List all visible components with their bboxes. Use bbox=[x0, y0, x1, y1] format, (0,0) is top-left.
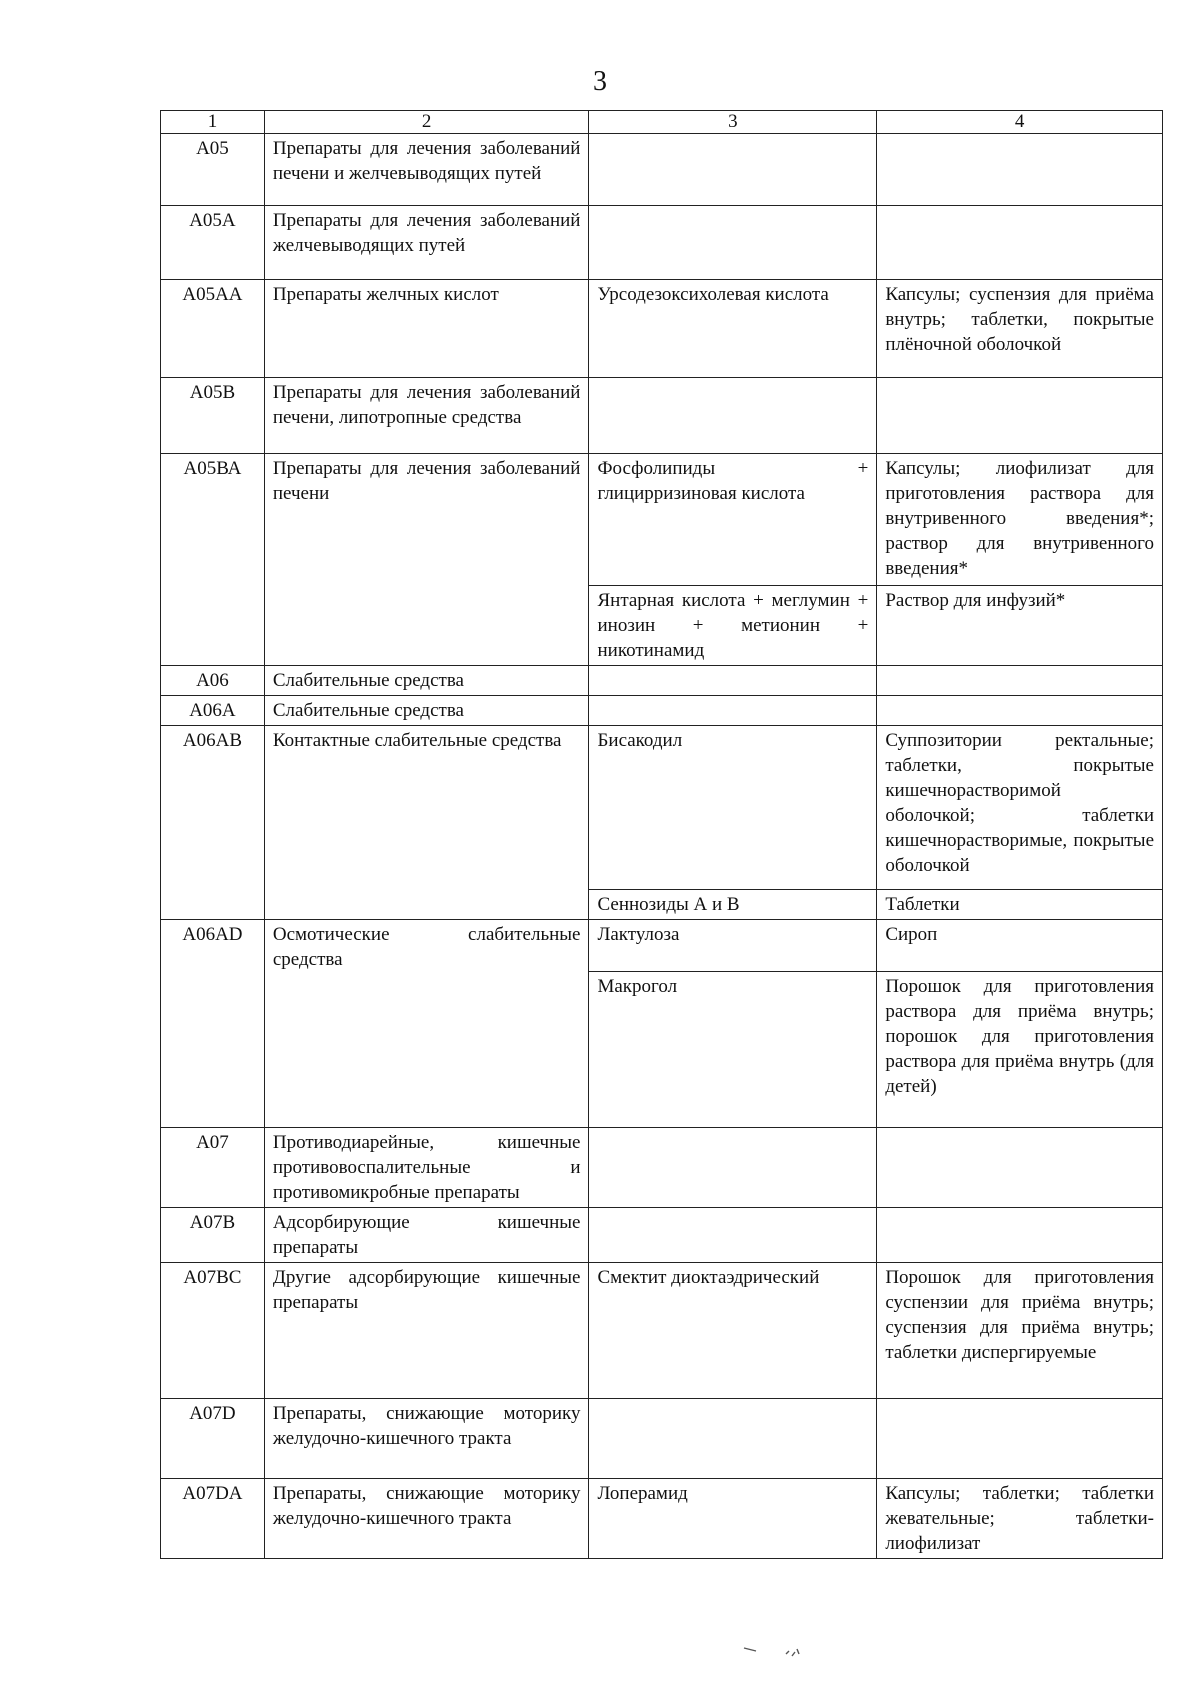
atc-code-cell: А06А bbox=[161, 696, 265, 726]
atc-code-cell: А05АА bbox=[161, 280, 265, 378]
table-row bbox=[161, 1263, 1163, 1399]
table-row bbox=[161, 666, 1163, 696]
dosage-form-cell bbox=[877, 378, 1163, 454]
scan-speck-icon bbox=[742, 1640, 812, 1664]
drug-name-cell: Сеннозиды А и В bbox=[589, 890, 877, 920]
dosage-form-cell bbox=[877, 696, 1163, 726]
atc-code-cell: А07В bbox=[161, 1208, 265, 1263]
atc-code-cell: А07DА bbox=[161, 1479, 265, 1559]
group-name-cell: Слабительные средства bbox=[264, 696, 589, 726]
group-name-cell: Препараты для лечения заболеваний печени bbox=[264, 454, 589, 666]
atc-code-cell: А07ВС bbox=[161, 1263, 265, 1399]
medication-table bbox=[160, 110, 1163, 1559]
table-row bbox=[161, 378, 1163, 454]
drug-name-cell: Смектит диоктаэдрический bbox=[589, 1263, 877, 1399]
group-name-cell: Контактные слабительные средства bbox=[264, 726, 589, 920]
column-header-1: 1 bbox=[161, 111, 265, 134]
dosage-form-cell bbox=[877, 1208, 1163, 1263]
drug-name-cell bbox=[589, 134, 877, 206]
table-row bbox=[161, 1399, 1163, 1479]
drug-name-cell bbox=[589, 666, 877, 696]
header-row bbox=[161, 111, 1163, 134]
group-name-cell: Слабительные средства bbox=[264, 666, 589, 696]
group-name-cell: Адсорбирующие кишечные препараты bbox=[264, 1208, 589, 1263]
page-number: 3 bbox=[593, 66, 607, 97]
drug-name-cell bbox=[589, 1128, 877, 1208]
drug-name-cell bbox=[589, 1399, 877, 1479]
group-name-cell: Препараты, снижающие моторику желудочно-кишечного тракта bbox=[264, 1399, 589, 1479]
atc-code-cell: А05А bbox=[161, 206, 265, 280]
group-name-cell: Препараты, снижающие моторику желудочно-кишечного тракта bbox=[264, 1479, 589, 1559]
drug-name-cell bbox=[589, 378, 877, 454]
drug-name-cell: Урсодезоксихолевая кислота bbox=[589, 280, 877, 378]
group-name-cell: Препараты для лечения заболеваний печени и желчевыводящих путей bbox=[264, 134, 589, 206]
drug-name-cell bbox=[589, 206, 877, 280]
group-name-cell: Препараты для лечения заболеваний желчевыводящих путей bbox=[264, 206, 589, 280]
table-row bbox=[161, 134, 1163, 206]
dosage-form-cell: Раствор для инфузий* bbox=[877, 586, 1163, 666]
table-row bbox=[161, 206, 1163, 280]
drug-name-cell: Лоперамид bbox=[589, 1479, 877, 1559]
column-header-2: 2 bbox=[264, 111, 589, 134]
table-row bbox=[161, 454, 1163, 586]
column-header-3: 3 bbox=[589, 111, 877, 134]
dosage-form-cell bbox=[877, 1128, 1163, 1208]
table-row bbox=[161, 726, 1163, 890]
group-name-cell: Осмотические слабительные средства bbox=[264, 920, 589, 1128]
atc-code-cell: А05 bbox=[161, 134, 265, 206]
dosage-form-cell: Порошок для приготовления суспензии для приёма внутрь; суспензия для приёма внутрь; таблетки диспергируемые bbox=[877, 1263, 1163, 1399]
group-name-cell: Препараты желчных кислот bbox=[264, 280, 589, 378]
dosage-form-cell: Капсулы; суспензия для приёма внутрь; таблетки, покрытые плёночной оболочкой bbox=[877, 280, 1163, 378]
dosage-form-cell bbox=[877, 134, 1163, 206]
dosage-form-cell: Суппозитории ректальные; таблетки, покрытые кишечнорастворимой оболочкой; таблетки кишечнорастворимые, покрытые оболочкой bbox=[877, 726, 1163, 890]
table-body bbox=[161, 134, 1163, 1559]
scan-artifact bbox=[742, 1640, 812, 1668]
table-row bbox=[161, 1128, 1163, 1208]
atc-code-cell: А07 bbox=[161, 1128, 265, 1208]
drug-name-cell bbox=[589, 696, 877, 726]
dosage-form-cell: Капсулы; лиофилизат для приготовления раствора для внутривенного введения*; раствор для внутривенного введения* bbox=[877, 454, 1163, 586]
drug-name-cell: Макрогол bbox=[589, 972, 877, 1128]
dosage-form-cell bbox=[877, 1399, 1163, 1479]
dosage-form-cell bbox=[877, 666, 1163, 696]
table-row bbox=[161, 696, 1163, 726]
table-header bbox=[161, 111, 1163, 134]
atc-code-cell: А05В bbox=[161, 378, 265, 454]
group-name-cell: Противодиарейные, кишечные противовоспалительные и противомикробные препараты bbox=[264, 1128, 589, 1208]
drug-name-cell: Бисакодил bbox=[589, 726, 877, 890]
dosage-form-cell: Таблетки bbox=[877, 890, 1163, 920]
column-header-4: 4 bbox=[877, 111, 1163, 134]
atc-code-cell: А06АD bbox=[161, 920, 265, 1128]
group-name-cell: Препараты для лечения заболеваний печени, липотропные средства bbox=[264, 378, 589, 454]
dosage-form-cell: Капсулы; таблетки; таблетки жевательные; таблетки-лиофилизат bbox=[877, 1479, 1163, 1559]
dosage-form-cell: Сироп bbox=[877, 920, 1163, 972]
atc-code-cell: А06АВ bbox=[161, 726, 265, 920]
atc-code-cell: А05ВА bbox=[161, 454, 265, 666]
drug-name-cell bbox=[589, 1208, 877, 1263]
dosage-form-cell: Порошок для приготовления раствора для приёма внутрь; порошок для приготовления раствора для приёма внутрь (для детей) bbox=[877, 972, 1163, 1128]
drug-name-cell: Лактулоза bbox=[589, 920, 877, 972]
table-row bbox=[161, 1479, 1163, 1559]
drug-name-cell: Фосфолипиды + глицирризиновая кислота bbox=[589, 454, 877, 586]
table-row bbox=[161, 1208, 1163, 1263]
table-row bbox=[161, 920, 1163, 972]
dosage-form-cell bbox=[877, 206, 1163, 280]
atc-code-cell: А06 bbox=[161, 666, 265, 696]
atc-code-cell: А07D bbox=[161, 1399, 265, 1479]
table-row bbox=[161, 280, 1163, 378]
drug-name-cell: Янтарная кислота + меглумин + инозин + метионин + никотинамид bbox=[589, 586, 877, 666]
group-name-cell: Другие адсорбирующие кишечные препараты bbox=[264, 1263, 589, 1399]
